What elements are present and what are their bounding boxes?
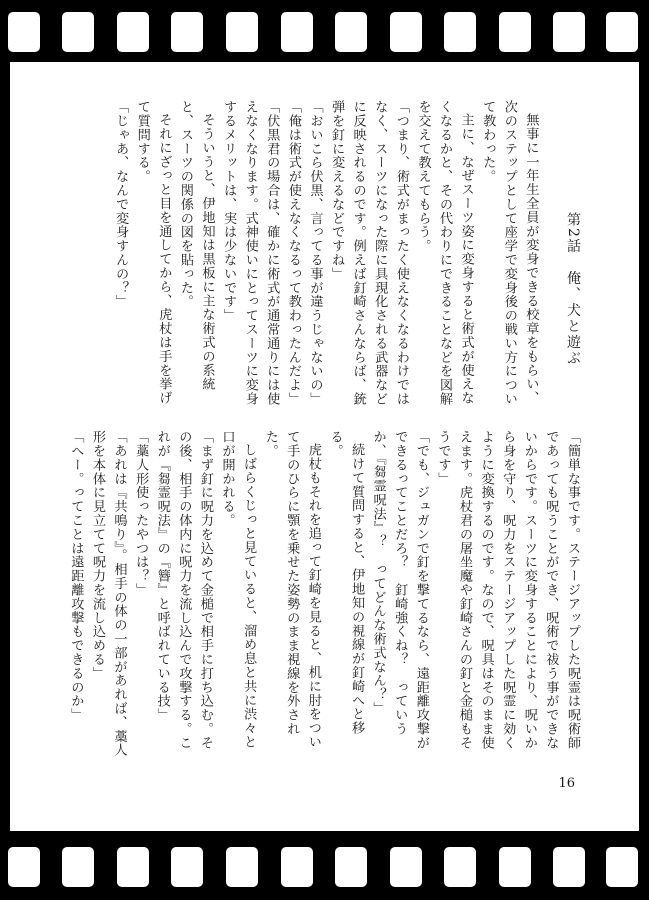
paragraph: 無事に一年生全員が変身できる校章をもらい、次のステップとして座学で変身後の戦い方について教わった。 xyxy=(480,100,539,406)
film-perforation xyxy=(171,12,203,52)
dialogue-line: 「じゃあ、なんで変身すんの？」 xyxy=(113,100,129,309)
paragraph: 虎杖もそれを追って釘崎を見ると、机に肘をついて手のひらに顎を乗せた姿勢のまま視線を外された。 xyxy=(262,430,321,749)
paragraph: 主に、なぜスーツ姿に変身すると術式が使えなくなるかと、その代わりにできることなどを図解を交えて教えてもらう。 xyxy=(415,100,474,406)
film-perforation xyxy=(226,12,258,52)
film-perforation xyxy=(171,847,203,887)
film-perforation xyxy=(62,847,94,887)
dialogue-line: 「簡単な事です。ステージアップした呪霊は呪術師であっても呪うことができ、呪術で祓う事ができないからです。スーツに変身することにより、呪いから身を守り、呪力をステージアップした呪霊に効くように変換するのです。なので、呪具はそのまま使えます。虎杖君の屠坐魔や釘崎さんの釘と金槌もそうです」 xyxy=(435,430,580,750)
film-strip-bottom xyxy=(0,833,649,900)
film-perforation xyxy=(606,847,638,887)
chapter-title: 第2話 俺、犬と遊ぶ xyxy=(565,212,581,367)
film-perforation xyxy=(553,12,585,52)
dialogue-line: 「藁人形使ったやつは？」 xyxy=(133,430,149,597)
film-perforation xyxy=(281,12,313,52)
paragraph: 続けて質問すると、伊地知の視線が釘崎へと移る。 xyxy=(327,430,365,736)
film-perforation xyxy=(499,847,531,887)
film-perforation xyxy=(226,847,258,887)
dialogue-line: 「へー。ってことは遠距離攻撃もできるのか」 xyxy=(68,430,84,722)
page-content xyxy=(10,62,639,831)
film-perforation xyxy=(8,847,40,887)
film-perforation xyxy=(390,12,422,52)
dialogue-line: 「俺は術式が使えなくなるって教わったんだよ」 xyxy=(285,100,301,406)
film-perforation xyxy=(62,12,94,52)
film-perforation xyxy=(444,847,476,887)
dialogue-line: 「伏黒君の場合は、確かに術式が通常通りには使えなくなります。式神使いにとってスーツに変身するメリットは、実は少ないです」 xyxy=(221,100,280,406)
film-perforation xyxy=(606,12,638,52)
film-perforation xyxy=(390,847,422,887)
film-perforation xyxy=(281,847,313,887)
paragraph: しばらくじっと見ていると、溜め息と共に渋々と口が開かれる。 xyxy=(219,430,257,749)
text-column-bottom xyxy=(63,430,583,760)
page-number: 16 xyxy=(558,776,575,791)
film-perforation xyxy=(444,12,476,52)
film-strip-top xyxy=(0,0,649,60)
film-perforation xyxy=(8,12,40,52)
dialogue-line: 「おいこら伏黒、言ってる事が違うじゃないの」 xyxy=(307,100,323,406)
dialogue-line: 「あれは『共鳴り』。相手の体の一部があれば、藁人形を本体に見立てて呪力を流し込める」 xyxy=(89,430,127,757)
film-perforation xyxy=(335,847,367,887)
film-perforation xyxy=(499,12,531,52)
dialogue-line: 「まず釘に呪力を込めて金槌で相手に打ち込む。その後、相手の体内に呪力を流し込んで攻撃する。これが『芻霊呪法』の『簪』と呼ばれている技」 xyxy=(154,430,213,750)
film-perforation xyxy=(117,847,149,887)
dialogue-line: 「つまり、術式がまったく使えなくなるわけではなく、スーツになった際に具現化される武器などに反映されるのです。例えば釘崎さんならば、銃弾を釘に変えるなどですね」 xyxy=(329,100,409,406)
paragraph: そういうと、伊地知は黒板に主な術式の系統と、スーツの関係の図を貼った。 xyxy=(177,100,215,392)
paragraph: それにざっと目を通してから、虎杖は手を挙げて質問する。 xyxy=(134,100,172,406)
text-column-top xyxy=(63,100,583,406)
film-perforation xyxy=(553,847,585,887)
dialogue-line: 「でも、ジュガンで釘を撃てるなら、遠距離攻撃ができるってことだろ？ 釘崎強くね？ っていうか、『芻霊呪法』？ ってどんな術式なん？」 xyxy=(370,430,429,750)
film-perforation xyxy=(335,12,367,52)
film-perforation xyxy=(117,12,149,52)
